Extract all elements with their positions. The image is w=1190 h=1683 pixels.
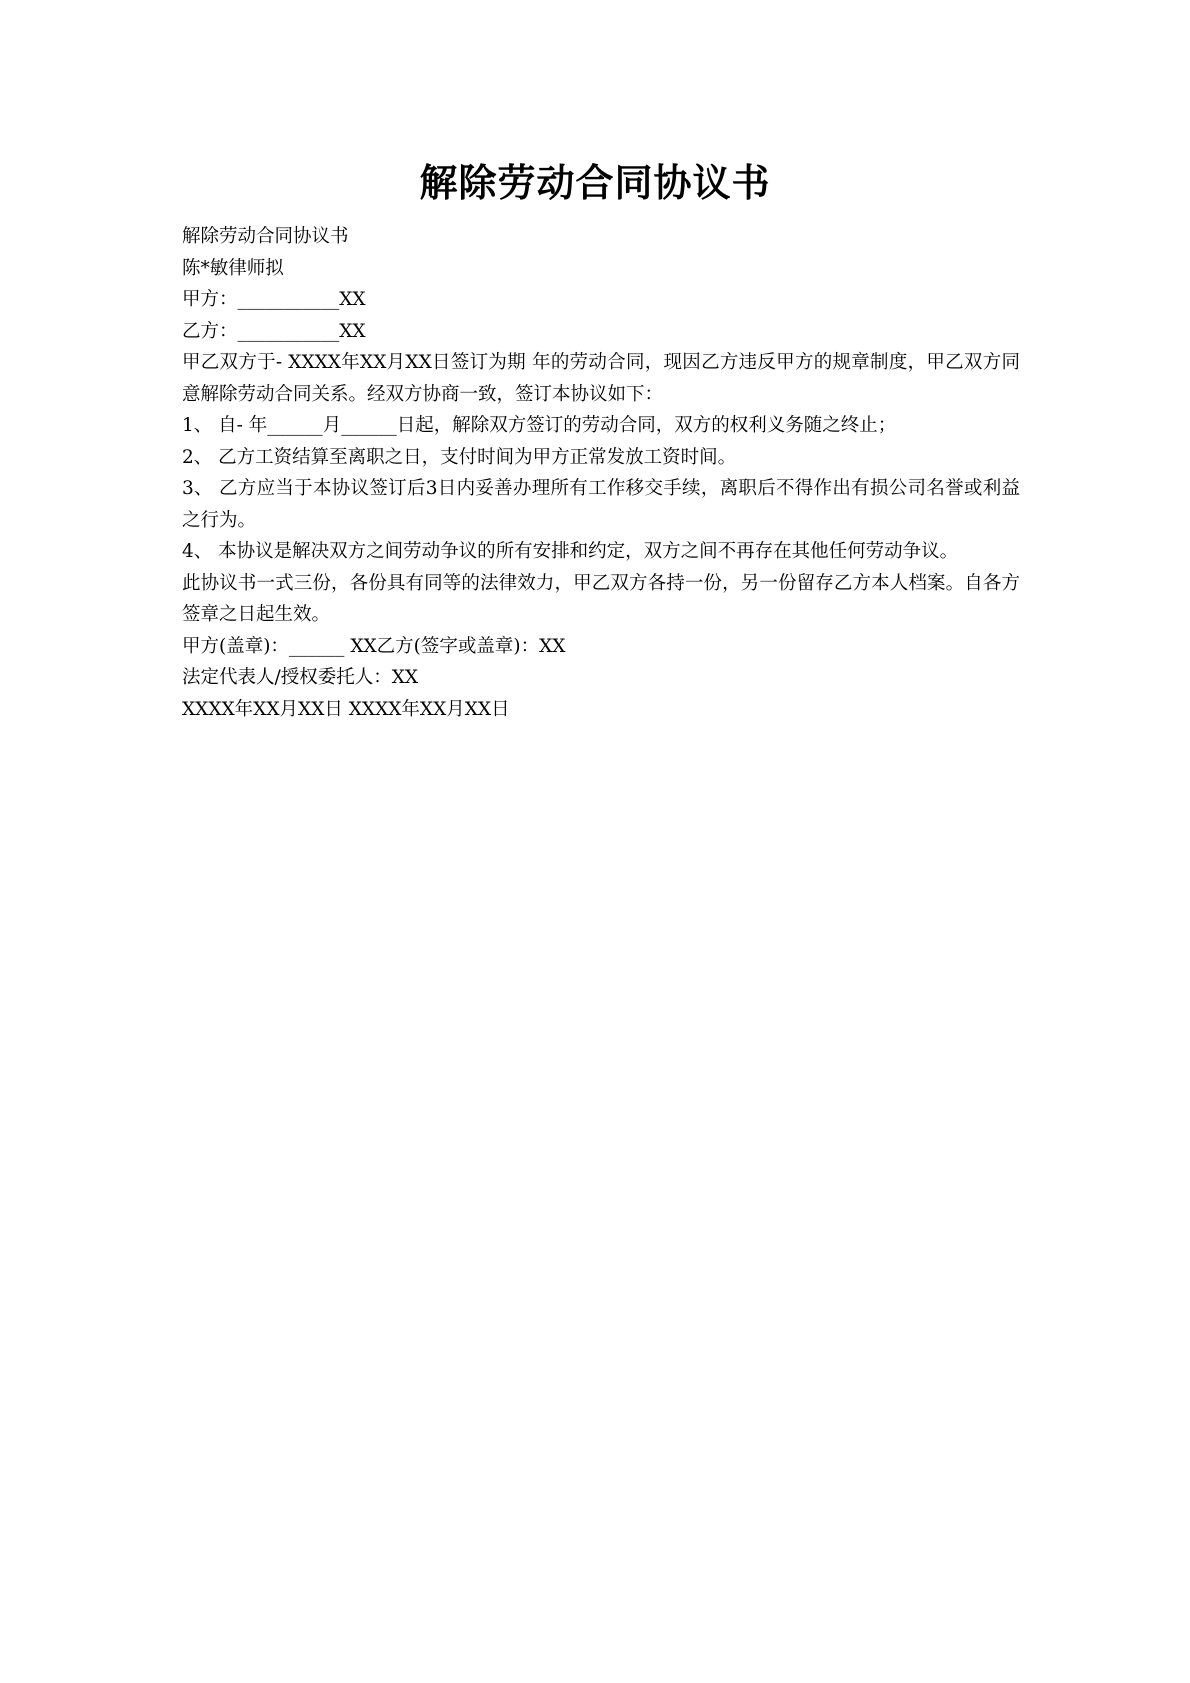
document-title: 解除劳动合同协议书 <box>419 161 771 205</box>
document-author: 陈*敏律师拟 <box>182 257 284 279</box>
copies-note: 此协议书一式三份，各份具有同等的法律效力，甲乙双方各持一份，另一份留存乙方本人档案。自各方签章之日起生效。 <box>182 572 1020 625</box>
clause-4: 4、 本协议是解决双方之间劳动争议的所有安排和约定，双方之间不再存在其他任何劳动争议。 <box>182 541 959 562</box>
signature-line: 甲方(盖章)：______ XX乙方(签字或盖章)：XX <box>182 635 566 657</box>
document-subtitle: 解除劳动合同协议书 <box>182 226 349 247</box>
party-b-line: 乙方：___________XX <box>182 320 366 342</box>
clause-1: 1、 自- 年______月______日起，解除双方签订的劳动合同，双方的权利义务随之终止； <box>182 415 897 436</box>
party-a-line: 甲方：___________XX <box>182 289 366 310</box>
clause-2: 2、 乙方工资结算至离职之日，支付时间为甲方正常发放工资时间。 <box>182 446 737 468</box>
date-line: XXXX年XX月XX日 XXXX年XX月XX日 <box>182 698 510 720</box>
intro-paragraph: 甲乙双方于- XXXX年XX月XX日签订为期 年的劳动合同，现因乙方违反甲方的规章制度，甲乙双方同意解除劳动合同关系。经双方协商一致，签订本协议如下： <box>182 352 1020 405</box>
representative-line: 法定代表人/授权委托人：XX <box>182 667 419 688</box>
document-body <box>182 221 1020 725</box>
clause-3: 3、 乙方应当于本协议签订后3日内妥善办理所有工作移交手续，离职后不得作出有损公司名誉或利益之行为。 <box>182 478 1020 531</box>
